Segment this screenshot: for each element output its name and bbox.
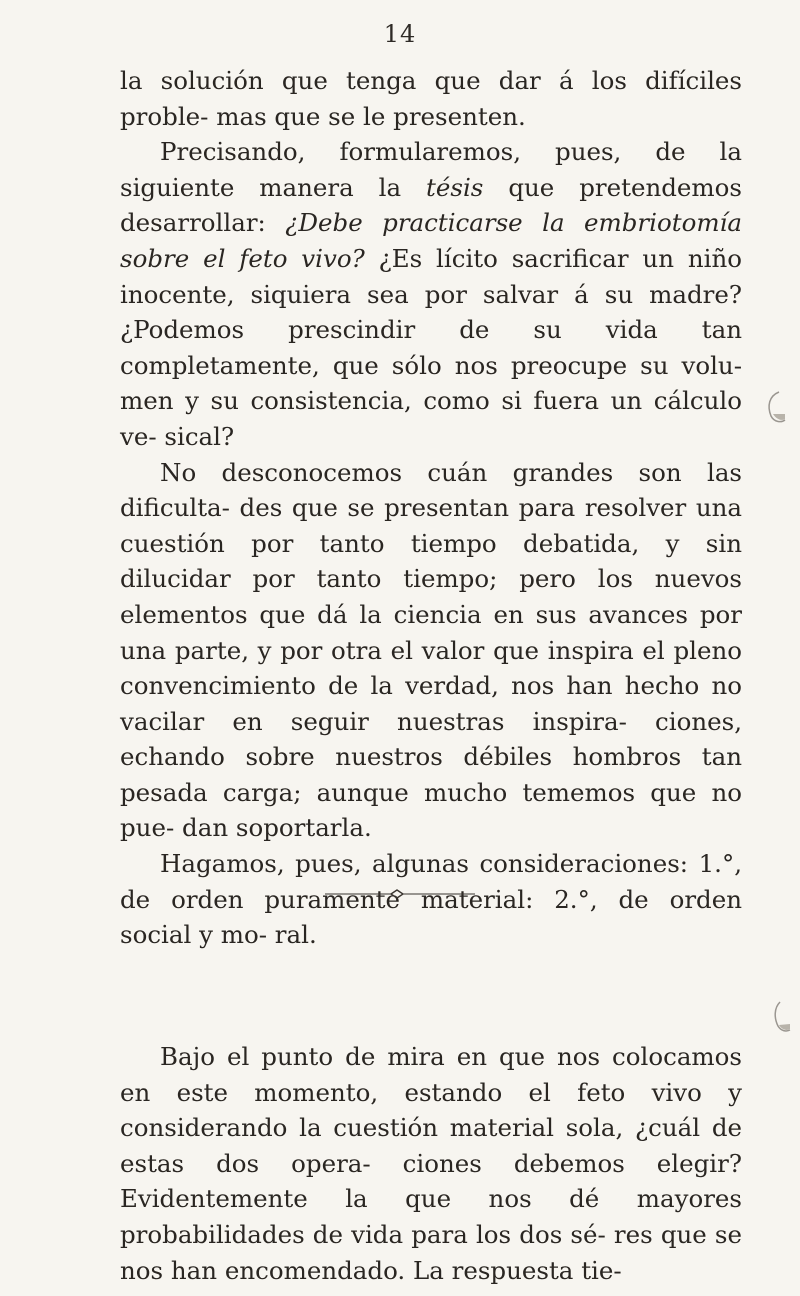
page-number: 14 [383, 20, 417, 48]
thesis-rest-text: ¿Es lícito sacrificar un niño inocente, siquiera sea por salvar á su madre? ¿Podemos prescindir de su vida tan completamente, que sólo nos preocupe su volu- men y su consistencia, como si fuera un cálculo ve- sical? [120, 243, 742, 451]
thesis-word: tésis [426, 172, 484, 202]
section-divider [0, 887, 800, 901]
paragraph-considerations: Hagamos, pues, algunas consideraciones: 1.°, de orden puramente material: 2.°, de orden social y mo- ral. [120, 849, 742, 950]
paragraph-thesis [120, 134, 742, 454]
thesis-mid-text: que pretendemos desarrollar: [120, 172, 742, 238]
divider-ornament-icon [325, 887, 475, 901]
section-1-text [120, 63, 742, 953]
binding-hole-mark-icon [770, 1000, 792, 1034]
paragraph-difficulties: No desconocemos cuán grandes son las dificulta- des que se presentan para resolver una cuestión por tanto tiempo debatida, y sin dilucidar por tanto tiempo; pero los nuevos elementos que dá la ciencia en sus avances por una parte, y por otra el valor que inspira el pleno convencimiento de la verdad, nos han hecho no vacilar en seguir nuestras inspira- ciones, echando sobre nuestros débiles hombros tan pesada carga; aunque mucho tememos que no pue- dan soportarla. [120, 457, 742, 843]
thesis-question: ¿Debe practicarse la embriotomía sobre el feto vivo? [120, 208, 742, 273]
section-2-text [120, 1039, 742, 1288]
binding-hole-mark-icon [765, 390, 787, 424]
paragraph-continuation: la solución que tenga que dar á los difíciles proble- mas que se le presenten. [120, 66, 742, 131]
paragraph-material-question: Bajo el punto de mira en que nos colocamos en este momento, estando el feto vivo y considerando la cuestión material sola, ¿cuál de estas dos opera- ciones debemos elegir? Evidentemente la que nos dé mayores probabilidades de vida para los dos sé- res que se nos han encomendado. La respuesta tie- [120, 1042, 742, 1285]
thesis-intro-text: Precisando, formularemos, pues, de la siguiente manera la [120, 137, 742, 202]
